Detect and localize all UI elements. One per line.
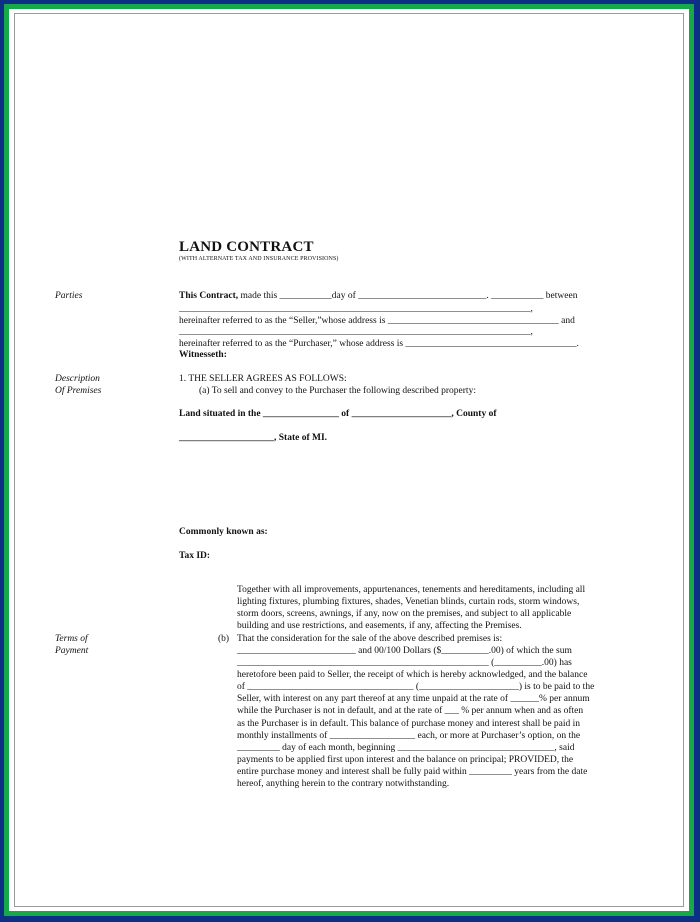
together-line: storm doors, screens, awnings, if any, now on the premises, and subject to all applicable: [237, 608, 572, 619]
payment-line: _________ day of each month, beginning _________________________________, said: [237, 742, 575, 753]
document-subtitle: (WITH ALTERNATE TAX AND INSURANCE PROVISIONS): [179, 256, 339, 262]
document-title: LAND CONTRACT: [179, 239, 314, 255]
together-line: building and use restrictions, and easements, if any, affecting the Premises.: [237, 620, 522, 631]
witnesseth: Witnesseth:: [179, 350, 227, 360]
side-label-parties: Parties: [55, 291, 83, 301]
parties-line-5: hereinafter referred to as the “Purchaser,” whose address is ____________________________________.: [179, 339, 579, 349]
seller-agrees-heading: 1. THE SELLER AGREES AS FOLLOWS:: [179, 374, 347, 384]
item-a: (a) To sell and convey to the Purchaser the following described property:: [199, 386, 476, 396]
item-b-first-line: That the consideration for the sale of the above described premises is:: [237, 634, 503, 644]
payment-line: heretofore been paid to Seller, the receipt of which is hereby acknowledged, and the balance: [237, 670, 588, 681]
parties-line-1: [179, 290, 577, 302]
payment-terms-paragraph: [237, 645, 594, 790]
side-label-description: Description: [55, 374, 100, 384]
payment-line: as the Purchaser is in default. This balance of purchase money and interest shall be paid in: [237, 718, 581, 729]
item-b-label: (b): [218, 634, 230, 644]
payment-line: _________________________ and 00/100 Dollars ($__________.00) of which the sum: [237, 646, 572, 656]
side-label-payment: Payment: [55, 646, 89, 656]
this-contract-bold: This Contract,: [179, 291, 239, 301]
payment-line: monthly installments of __________________ each, or more at Purchaser’s option, on the: [237, 730, 581, 741]
payment-line: entire purchase money and interest shall be fully paid within _________ years from the date: [237, 766, 588, 777]
parties-line-3: hereinafter referred to as the “Seller,”whose address is ____________________________________ and: [179, 316, 575, 326]
payment-line: of ___________________________________ (_____________________) is to be paid to the: [237, 682, 595, 693]
together-line: lighting fixtures, plumbing fixtures, shades, Venetian blinds, curtain rods, storm windows,: [237, 596, 580, 607]
payment-line: Seller, with interest on any part thereof at any time unpaid at the rate of ______% per annum: [237, 694, 590, 705]
payment-line: while the Purchaser is not in default, and at the rate of ___ % per annum when and as often: [237, 706, 584, 717]
payment-line: hereof, anything herein to the contrary notwithstanding.: [237, 779, 450, 790]
side-label-of-premises: Of Premises: [55, 386, 102, 396]
tax-id: Tax ID:: [179, 551, 211, 561]
together-line: Together with all improvements, appurtenances, tenements and hereditaments, including all: [237, 585, 586, 595]
parties-line-1-rest: made this ___________day of ___________________________. ___________ between: [238, 291, 578, 301]
payment-line: payments to be applied first upon interest and the balance on principal; PROVIDED, the: [237, 754, 574, 765]
payment-line: _____________________________________________________ (__________.00) has: [237, 658, 572, 669]
land-situated-line: Land situated in the ________________ of _____________________, County of: [179, 409, 497, 419]
side-label-terms-of: Terms of: [55, 634, 88, 644]
state-line: ____________________, State of MI.: [179, 433, 328, 443]
together-paragraph: [237, 585, 585, 633]
commonly-known-as: Commonly known as:: [179, 527, 268, 537]
parties-line-2: __________________________________________________________________________,: [179, 304, 533, 314]
parties-line-4: __________________________________________________________________________,: [179, 327, 533, 337]
